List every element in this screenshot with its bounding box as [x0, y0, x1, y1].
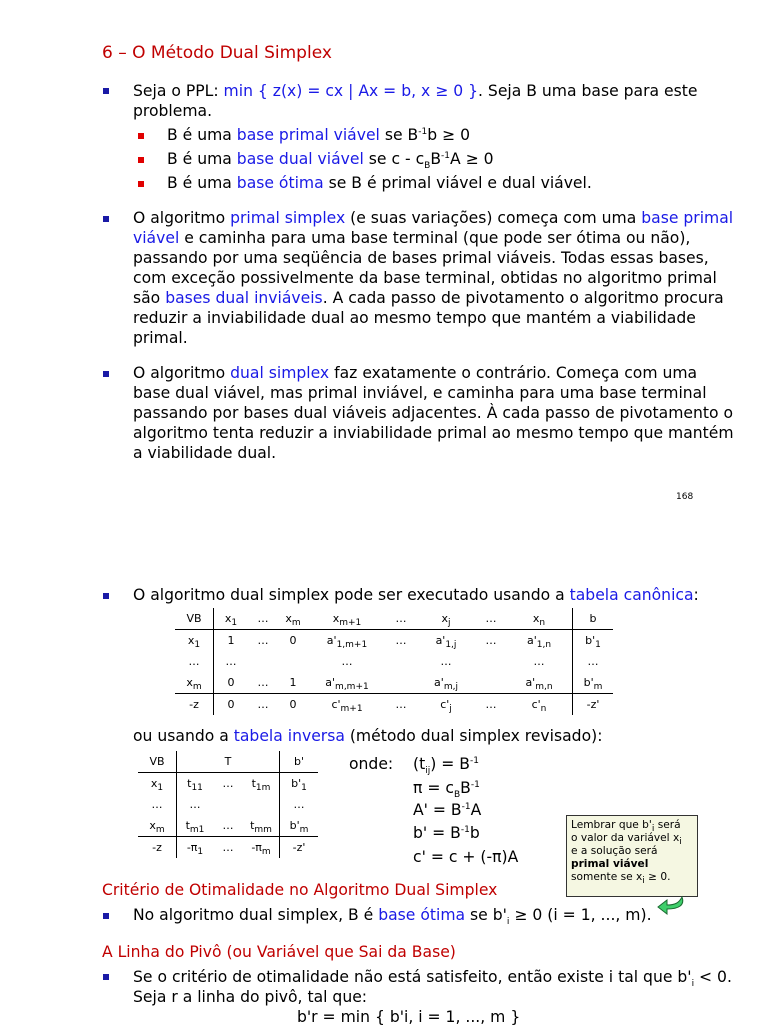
table-row: -z 0 … 0 $c'_{m+1}$ … $c'_j$ … $c'_n$ -z' — [175, 694, 613, 716]
sub-item-primal: B é uma base primal viável se $B^{-1}b \ge 0$ — [167, 126, 471, 144]
sub-item-dual: B é uma base dual viável se $c - c_BB^{-1}A \ge 0$ — [167, 150, 494, 172]
bullet-icon — [103, 88, 109, 94]
sub-bullet-icon — [138, 133, 144, 139]
paragraph-pivot-row: Se o critério de otimalidade não está satisfeito, então existe i tal que $b'_i < 0$. Seja r a linha do pivô, tal que: b'r = min { b'i, i = 1, ..., m } — [133, 968, 732, 1026]
sub-bullet-icon — [138, 157, 144, 163]
table-row: $x_1$ $t_{11}$ … $t_{1m}$ $b'_1$ — [138, 773, 318, 795]
table-row: VB T b' — [138, 751, 318, 773]
table-row: $x_1$ 1 … 0 $a'_{1,m+1}$ … $a'_{1,j}$ … $a'_{1,n}$ $b'_1$ — [175, 630, 613, 652]
canonical-table — [175, 608, 613, 715]
equation-c: c' = c + (-π)A — [413, 848, 519, 866]
equation-b: $b' = B^{-1}b$ — [413, 824, 480, 842]
sub-bullet-icon — [138, 181, 144, 187]
section-heading-optimality: Critério de Otimalidade no Algoritmo Dual Simplex — [102, 881, 498, 899]
bullet-icon — [103, 216, 109, 222]
paragraph-optimality: No algoritmo dual simplex, B é base ótima se $b'_i \ge 0$ (i = 1, ..., m). — [133, 906, 652, 928]
paragraph-canonical-table: O algoritmo dual simplex pode ser executado usando a tabela canônica: — [133, 586, 699, 604]
bullet-icon — [103, 974, 109, 980]
bullet-icon — [103, 913, 109, 919]
table-row: $x_m$ $t_{m1}$ … $t_{mm}$ $b'_m$ — [138, 815, 318, 837]
sub-item-optimal: B é uma base ótima se B é primal viável e dual viável. — [167, 174, 592, 192]
paragraph-inverse-table: ou usando a tabela inversa (método dual simplex revisado): — [133, 727, 603, 745]
section-heading-pivot-row: A Linha do Pivô (ou Variável que Sai da Base) — [102, 943, 456, 961]
onde-label: onde: — [349, 755, 394, 773]
page-number: 168 — [676, 492, 694, 502]
inverse-table — [138, 751, 318, 858]
note-box: Lembrar que $b'_i$ será o valor da variável $x_i$ e a solução será primal viável somente se $x_i \ge 0$. — [566, 815, 698, 897]
table-row: … … … — [138, 794, 318, 815]
paragraph-primal-simplex: O algoritmo primal simplex (e suas variações) começa com uma base primal viável e caminha para uma base terminal (que pode ser ótima ou não), passando por uma seqüência de bases primal viáveis. Todas essas bases, com exceção possivelmente da base terminal, obtidas no algoritmo primal são bases dual inviáveis. A cada passo de pivotamento o algoritmo procura reduzir a inviabilidade dual ao mesmo tempo que mantém a viabilidade primal. — [133, 209, 734, 347]
table-row: … … … … … … — [175, 651, 613, 672]
table-row: $x_m$ 0 … 1 $a'_{m,m+1}$ $a'_{m,j}$ $a'_{m,n}$ $b'_m$ — [175, 672, 613, 694]
paragraph-ppl: Seja o PPL: min { z(x) = cx | Ax = b, x ≥ 0 }. Seja B uma base para este problema. — [133, 82, 698, 120]
bullet-icon — [103, 593, 109, 599]
table-row: VB $x_1$ … $x_m$ $x_{m+1}$ … $x_j$ … $x_n$ b — [175, 608, 613, 630]
equation-t: $(t_{ij}) = B^{-1}$ — [413, 755, 479, 777]
table-row: -z $-\pi_1$ … $-\pi_m$ -z' — [138, 837, 318, 859]
page-title: 6 – O Método Dual Simplex — [102, 43, 332, 63]
paragraph-dual-simplex: O algoritmo dual simplex faz exatamente o contrário. Começa com uma base dual viável, mas primal inviável, e caminha para uma base terminal passando por bases dual viáveis adjacentes. À cada passo de pivotamento o algoritmo tenta reduzir a inviabilidade primal ao mesmo tempo que mantém a viabilidade dual. — [133, 364, 734, 462]
equation-pi: $\pi = c_BB^{-1}$ — [413, 779, 480, 801]
bullet-icon — [103, 371, 109, 377]
equation-a: $A' = B^{-1}A$ — [413, 801, 482, 819]
